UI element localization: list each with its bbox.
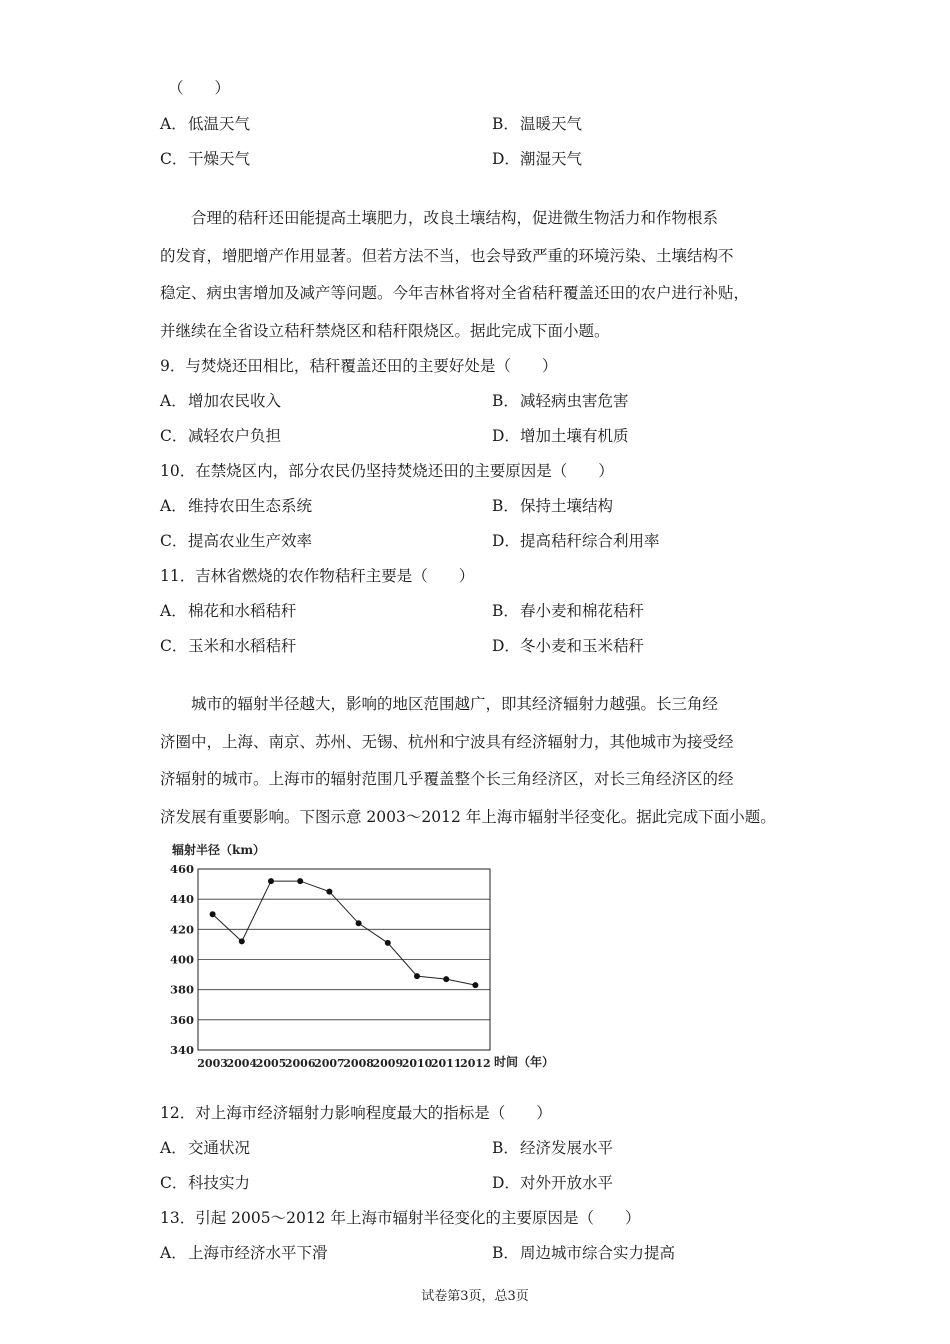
- chart-data-point: [268, 878, 274, 884]
- chart-data-point: [326, 889, 332, 895]
- passage-line: 济圈中，上海、南京、苏州、无锡、杭州和宁波具有经济辐射力，其他城市为接受经: [160, 732, 734, 751]
- chart-data-point: [414, 973, 420, 979]
- q12-option-b[interactable]: B．经济发展水平: [492, 1139, 614, 1157]
- chart-data-point: [210, 911, 216, 917]
- chart-y-tick-label: 340: [169, 1043, 194, 1057]
- chart-x-tick-label: 2007: [314, 1057, 345, 1070]
- option-d[interactable]: D．潮湿天气: [492, 150, 583, 168]
- q12-option-a[interactable]: A．交通状况: [160, 1139, 251, 1157]
- passage-line: 稳定、病虫害增加及减产等问题。今年吉林省将对全省秸秆覆盖还田的农户进行补贴，: [160, 284, 750, 302]
- passage-line: 的发育，增肥增产作用显著。但若方法不当，也会导致严重的环境污染、土壤结构不: [160, 246, 734, 265]
- chart-x-axis-label: 时间（年）: [494, 1055, 555, 1069]
- chart-data-point: [472, 982, 478, 988]
- passage-straw: [160, 200, 792, 350]
- q10-option-c[interactable]: C．提高农业生产效率: [160, 532, 313, 550]
- q11-option-d[interactable]: D．冬小麦和玉米秸秆: [492, 637, 645, 655]
- passage-radiation: [160, 686, 792, 836]
- passage-line: 合理的秸秆还田能提高土壤肥力，改良土壤结构，促进微生物活力和作物根系: [191, 209, 719, 227]
- q12-option-c[interactable]: C．科技实力: [160, 1174, 251, 1192]
- chart-y-tick-label: 460: [169, 862, 194, 876]
- passage-line: 济辐射的城市。上海市的辐射范围几乎覆盖整个长三角经济区，对长三角经济区的经: [160, 770, 734, 788]
- chart-data-point: [385, 940, 391, 946]
- chart-x-tick-label: 2008: [343, 1057, 374, 1070]
- q9-option-d[interactable]: D．增加土壤有机质: [492, 427, 629, 445]
- chart-y-tick-label: 380: [169, 982, 194, 997]
- chart-data-point: [239, 938, 245, 944]
- q10-option-d[interactable]: D．提高秸秆综合利用率: [492, 532, 660, 550]
- question-12-stem: 12．对上海市经济辐射力影响程度最大的指标是（ ）: [160, 1104, 552, 1122]
- chart-x-tick-label: 2012: [460, 1057, 491, 1070]
- chart-x-tick-label: 2009: [372, 1057, 404, 1070]
- q13-option-b[interactable]: B．周边城市综合实力提高: [492, 1244, 676, 1262]
- option-a[interactable]: A．低温天气: [160, 115, 251, 133]
- q10-option-a[interactable]: A．维持农田生态系统: [160, 497, 313, 515]
- radiation-radius-chart: [160, 838, 580, 1076]
- question-9-stem: 9．与焚烧还田相比，秸秆覆盖还田的主要好处是（ ）: [160, 357, 558, 375]
- page-footer: 试卷第3页，总3页: [421, 1289, 529, 1304]
- option-c[interactable]: C．干燥天气: [160, 150, 251, 168]
- q11-option-a[interactable]: A．棉花和水稻秸秆: [160, 602, 297, 620]
- chart-data-point: [297, 878, 303, 884]
- chart-x-tick-label: 2005: [255, 1057, 287, 1070]
- chart-data-point: [356, 920, 362, 926]
- passage-line: 并继续在全省设立秸秆禁烧区和秸秆限烧区。据此完成下面小题。: [160, 321, 610, 340]
- chart-y-tick-label: 420: [169, 922, 194, 937]
- question-paren: （ ）: [168, 79, 231, 97]
- chart-x-tick-label: 2010: [401, 1057, 433, 1070]
- chart-x-tick-label: 2011: [430, 1057, 462, 1070]
- q11-option-b[interactable]: B．春小麦和棉花秸秆: [492, 602, 645, 620]
- q9-option-c[interactable]: C．减轻农户负担: [160, 427, 282, 445]
- q11-option-c[interactable]: C．玉米和水稻秸秆: [160, 637, 297, 655]
- chart-x-tick-label: 2003: [197, 1057, 228, 1070]
- chart-x-tick-label: 2004: [226, 1057, 258, 1070]
- q12-option-d[interactable]: D．对外开放水平: [492, 1174, 614, 1192]
- chart-series-line: [213, 881, 476, 985]
- q9-option-b[interactable]: B．减轻病虫害危害: [492, 392, 629, 410]
- question-10-stem: 10．在禁烧区内，部分农民仍坚持焚烧还田的主要原因是（ ）: [160, 462, 614, 480]
- chart-y-tick-label: 440: [169, 892, 194, 907]
- question-13-stem: 13．引起 2005～2012 年上海市辐射半径变化的主要原因是（ ）: [160, 1209, 641, 1227]
- q10-option-b[interactable]: B．保持土壤结构: [492, 497, 614, 515]
- chart-y-axis-label: 辐射半径（km）: [172, 843, 266, 857]
- option-b[interactable]: B．温暖天气: [492, 115, 583, 133]
- q9-option-a[interactable]: A．增加农民收入: [160, 392, 282, 410]
- q13-option-a[interactable]: A．上海市经济水平下滑: [160, 1244, 328, 1262]
- passage-line: 城市的辐射半径越大，影响的地区范围越广，即其经济辐射力越强。长三角经: [191, 695, 719, 713]
- passage-line: 济发展有重要影响。下图示意 2003～2012 年上海市辐射半径变化。据此完成下面小题。: [160, 807, 776, 826]
- chart-data-point: [443, 976, 449, 982]
- question-11-stem: 11．吉林省燃烧的农作物秸秆主要是（ ）: [160, 567, 475, 585]
- chart-x-tick-label: 2006: [284, 1057, 316, 1070]
- chart-y-tick-label: 400: [169, 952, 194, 967]
- chart-y-tick-label: 360: [169, 1012, 194, 1027]
